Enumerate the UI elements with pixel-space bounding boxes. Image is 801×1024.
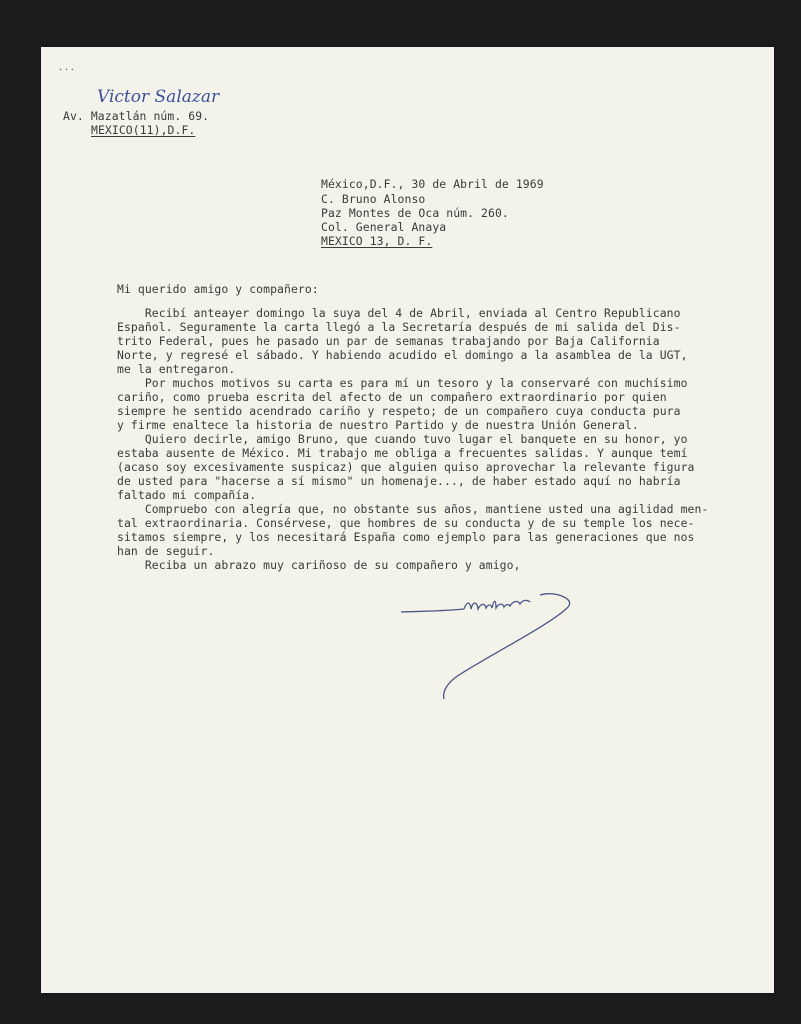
body-line: Por muchos motivos su carta es para mí un tesoro y la conservaré con muchísimo xyxy=(117,376,688,390)
handwritten-signature xyxy=(396,587,586,707)
salutation: Mi querido amigo y compañero: xyxy=(117,282,319,296)
paper-specks: · · · xyxy=(59,65,74,76)
letterhead-city: MEXICO(11),D.F. xyxy=(91,123,196,137)
body-line: Norte, y regresé el sábado. Y habiendo acudido el domingo a la asamblea de la UGT, xyxy=(117,348,688,362)
recipient-colony: Col. General Anaya xyxy=(321,220,447,234)
body-line: (acaso soy excesivamente suspicaz) que alguien quiso aprovechar la relevante figura xyxy=(117,460,695,474)
body-line: han de seguir. xyxy=(117,544,215,558)
body-line: de usted para "hacerse a sí mismo" un homenaje..., de haber estado aquí no habría xyxy=(117,474,681,488)
recipient-name: C. Bruno Alonso xyxy=(321,192,426,206)
date-line: México,D.F., 30 de Abril de 1969 xyxy=(321,177,544,191)
body-line: sitamos siempre, y los necesitará España como ejemplo para las generaciones que nos xyxy=(117,530,695,544)
letter-page xyxy=(41,47,774,993)
recipient-city: MEXICO 13, D. F. xyxy=(321,234,433,248)
body-line: Español. Seguramente la carta llegó a la Secretaría después de mi salida del Dis- xyxy=(117,320,681,334)
body-line: me la entregaron. xyxy=(117,362,236,376)
body-line: y firme enaltece la historia de nuestro Partido y de nuestra Unión General. xyxy=(117,418,639,432)
body-line: estaba ausente de México. Mi trabajo me obliga a frecuentes salidas. Y aunque temí xyxy=(117,446,688,460)
letter-body xyxy=(117,306,708,572)
body-line: Recibí anteayer domingo la suya del 4 de Abril, enviada al Centro Republicano xyxy=(117,306,681,320)
letterhead-address: Av. Mazatlán núm. 69. xyxy=(63,109,210,123)
body-line: siempre he sentido acendrado cariño y respeto; de un compañero cuya conducta pura xyxy=(117,404,681,418)
body-line: trito Federal, pues he pasado un par de semanas trabajando por Baja California xyxy=(117,334,660,348)
recipient-street: Paz Montes de Oca núm. 260. xyxy=(321,206,509,220)
body-line: cariño, como prueba escrita del afecto de un compañero extraordinario por quien xyxy=(117,390,667,404)
body-line: Quiero decirle, amigo Bruno, que cuando tuvo lugar el banquete en su honor, yo xyxy=(117,432,688,446)
body-line: Compruebo con alegría que, no obstante sus años, mantiene usted una agilidad men- xyxy=(117,502,709,516)
body-line: Reciba un abrazo muy cariñoso de su compañero y amigo, xyxy=(117,558,521,572)
letterhead-name: Victor Salazar xyxy=(97,87,220,107)
body-line: tal extraordinaria. Consérvese, que hombres de su conducta y de su temple los nece- xyxy=(117,516,695,530)
body-line: faltado mi compañía. xyxy=(117,488,257,502)
